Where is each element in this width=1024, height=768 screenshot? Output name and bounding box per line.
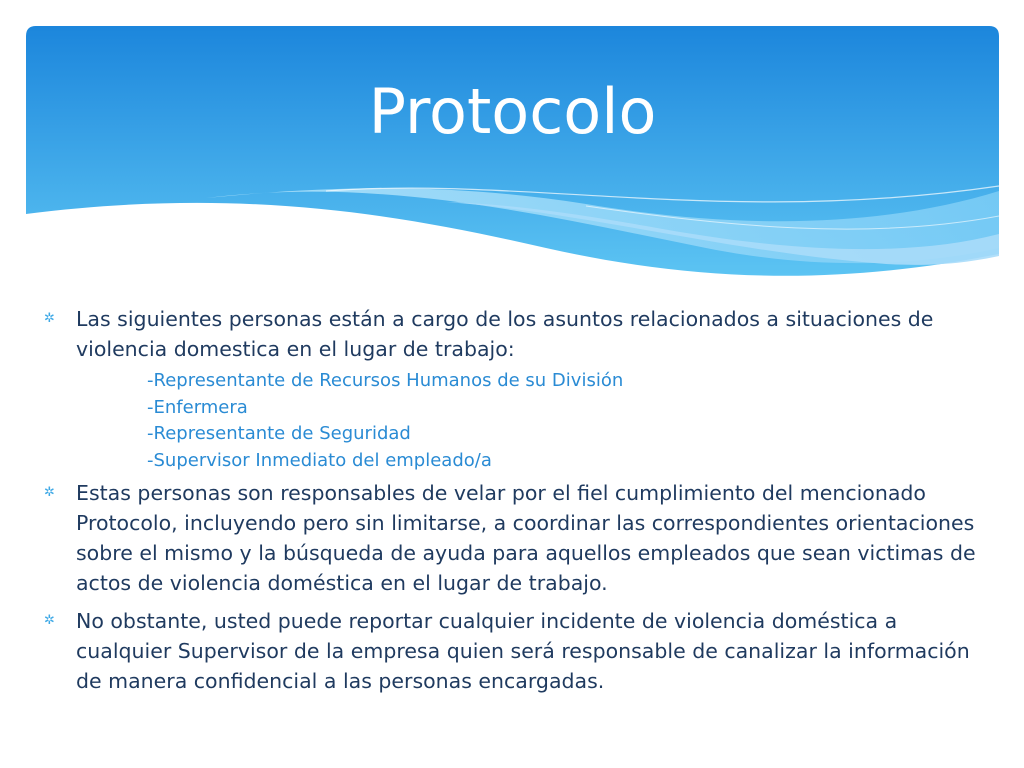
page-title: Protocolo: [368, 75, 657, 148]
sub-list-item: -Enfermera: [147, 396, 248, 418]
sub-list-item: -Representante de Seguridad: [147, 423, 411, 444]
bullet-text: Las siguientes personas están a cargo de los asuntos relacionados a situaciones de violencia domestica en el lugar de trabajo:: [76, 307, 934, 361]
bullet-text: Estas personas son responsables de velar por el fiel cumplimiento del mencionado Protocolo, incluyendo pero sin limitarse, a coordinar las correspondientes orientaciones sobre el mismo y la búsqueda de ayuda para aquellos empleados que sean victimas de actos de violencia doméstica en el lugar de trabajo.: [76, 481, 976, 595]
asterisk-icon: ✲: [44, 485, 55, 500]
asterisk-icon: ✲: [44, 613, 55, 628]
list-item: [44, 606, 984, 696]
sub-list-item: -Representante de Recursos Humanos de su División: [147, 370, 624, 391]
bullet-list: [44, 304, 984, 696]
asterisk-icon: ✲: [44, 311, 55, 326]
title-banner: [26, 26, 999, 286]
list-item: [44, 478, 984, 598]
list-item: [44, 304, 984, 364]
bullet-text: No obstante, usted puede reportar cualquier incidente de violencia doméstica a cualquier Supervisor de la empresa quien será responsable de canalizar la información de manera confidencial a las personas encargadas.: [76, 609, 970, 693]
wave-background: [26, 26, 999, 286]
sub-list-item: -Supervisor Inmediato del empleado/a: [147, 449, 492, 471]
sub-list: [44, 368, 984, 474]
